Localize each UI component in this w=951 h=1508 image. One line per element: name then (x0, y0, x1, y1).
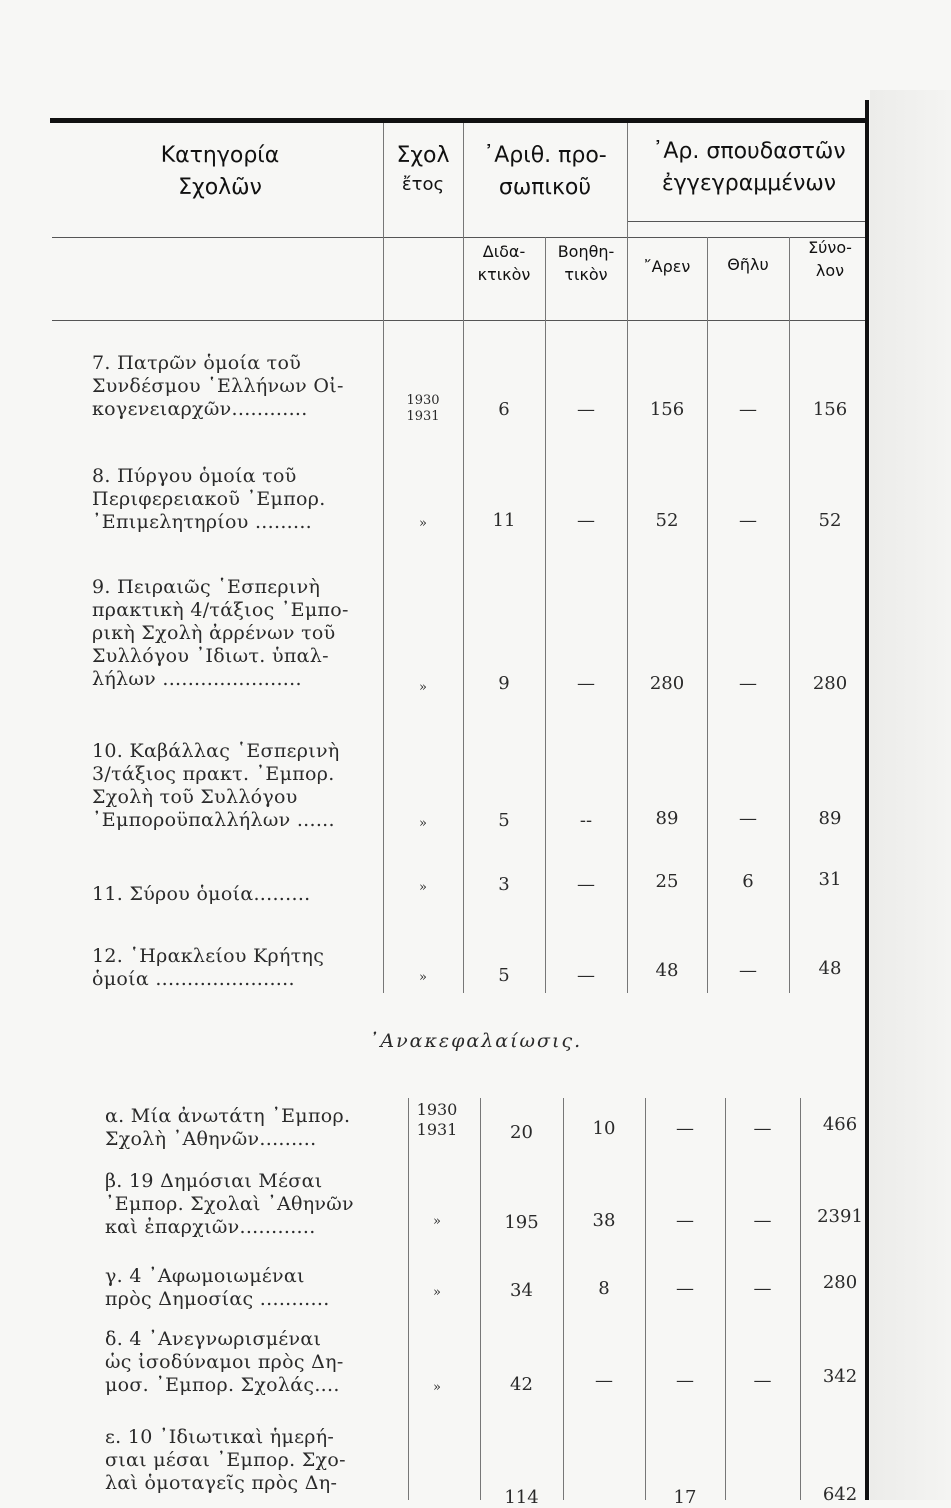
cell-teaching: 5 (498, 810, 510, 831)
cell-male: — (676, 1210, 694, 1231)
cell-teaching: 3 (498, 874, 510, 895)
row-year: » (419, 816, 427, 831)
cell-male: 48 (655, 960, 679, 981)
cell-female: — (739, 960, 757, 981)
row-label: γ. 4 ᾿Αφωμοιωμέναι πρὸς Δημοσίας ........... (105, 1265, 330, 1310)
cell-total: 2391 (817, 1206, 863, 1227)
cell-aux: — (577, 965, 595, 986)
cell-teaching: 42 (510, 1374, 533, 1395)
cell-male: — (676, 1370, 694, 1391)
cell-total: 156 (812, 399, 848, 420)
cell-aux: — (577, 874, 595, 895)
cell-total: 48 (818, 958, 842, 979)
row-year: » (419, 880, 427, 895)
row-year: 1930 1931 (416, 1100, 458, 1139)
column-divider (383, 123, 384, 993)
cell-teaching: 20 (510, 1122, 533, 1143)
cell-female: — (739, 808, 757, 829)
row-year: » (433, 1214, 441, 1229)
header-male: ῎Αρεν (643, 257, 691, 276)
cell-female: — (739, 673, 757, 694)
row-year: 1930 1931 (406, 393, 440, 424)
cell-teaching: 114 (504, 1487, 539, 1508)
cell-female: — (739, 510, 757, 531)
cell-total: 52 (818, 510, 842, 531)
cell-aux: — (595, 1370, 613, 1391)
students-subheader-rule (627, 221, 865, 222)
header-teaching: Διδα- κτικὸν (477, 242, 531, 285)
cell-aux: 38 (592, 1210, 616, 1231)
cell-male: — (676, 1278, 694, 1299)
cell-female: — (753, 1118, 772, 1139)
row-label: 12. ῾Ηρακλείου Κρήτης ὁμοία ...................... (92, 945, 325, 990)
row-year: » (433, 1380, 441, 1395)
cell-male: 25 (655, 871, 679, 892)
cell-teaching: 9 (498, 673, 510, 694)
column-divider (645, 1098, 646, 1500)
row-year: » (419, 680, 427, 695)
cell-teaching: 11 (492, 510, 516, 531)
cell-female: — (753, 1278, 772, 1299)
column-divider (408, 1098, 409, 1500)
cell-male: 89 (655, 808, 679, 829)
header-total: Σύνο- λον (808, 238, 852, 281)
subheader-rule (52, 320, 865, 321)
cell-total: 31 (818, 869, 842, 890)
cell-aux: 10 (592, 1118, 616, 1139)
header-rule (52, 237, 865, 238)
cell-teaching: 34 (510, 1280, 533, 1301)
cell-teaching: 5 (498, 965, 510, 986)
cell-female: — (739, 399, 757, 420)
row-label: 10. Καβάλλας ῾Εσπερινὴ 3/τάξιος πρακτ. ᾿Εμπορ. Σχολὴ τοῦ Συλλόγου ᾿Εμποροϋπαλλήλων ...... (92, 740, 340, 831)
row-year: » (419, 970, 427, 985)
cell-aux: -- (579, 810, 593, 831)
row-label: 9. Πειραιῶς ῾Εσπερινὴ πρακτικὴ 4/τάξιος ᾿Εμπο- ρικὴ Σχολὴ ἀρρένων τοῦ Συλλόγου ᾿Ιδιωτ. ὑπαλ- λήλων ...................... (92, 576, 349, 690)
cell-teaching: 6 (498, 399, 510, 420)
header-auxiliary: Βοηθη- τικὸν (557, 242, 615, 285)
row-label: ε. 10 ᾿Ιδιωτικαὶ ἡμερή- σιαι μέσαι ᾿Εμπορ. Σχο- λαὶ ὁμοταγεῖς πρὸς Δη- (105, 1426, 346, 1494)
cell-total: 466 (822, 1114, 858, 1135)
header-year: Σχολ ἔτος (396, 143, 450, 195)
cell-male: 52 (655, 510, 679, 531)
cell-aux: — (577, 399, 595, 420)
cell-aux: 8 (598, 1278, 610, 1299)
header-students: ᾿Αρ. σπουδαστῶν ἐγγεγραμμένων (652, 139, 846, 196)
row-label: β. 19 Δημόσιαι Μέσαι ᾿Εμπορ. Σχολαὶ ᾿Αθηνῶν καὶ ἐπαρχιῶν............ (105, 1170, 354, 1238)
cell-female: 6 (742, 871, 754, 892)
column-divider (627, 123, 628, 993)
cell-total: 89 (818, 808, 842, 829)
column-divider (725, 1098, 726, 1500)
row-label: α. Μία ἀνωτάτη ᾿Εμπορ. Σχολὴ ᾿Αθηνῶν......... (105, 1105, 351, 1150)
table-top-rule (50, 118, 868, 123)
column-divider (563, 1098, 564, 1500)
cell-total: 280 (822, 1272, 858, 1293)
cell-aux: — (577, 673, 595, 694)
cell-female: — (753, 1370, 772, 1391)
row-label: δ. 4 ᾿Ανεγνωρισμέναι ὡς ἰσοδύναμοι πρὸς Δη- μοσ. ᾿Εμπορ. Σχολάς.... (105, 1328, 344, 1396)
row-year: » (433, 1285, 441, 1300)
cell-male: 17 (673, 1487, 697, 1508)
row-label: 7. Πατρῶν ὁμοία τοῦ Συνδέσμου ῾Ελλήνων Οἰ- κογενειαρχῶν............ (92, 352, 344, 420)
header-female: Θῆλυ (727, 255, 769, 274)
cell-female: — (753, 1210, 772, 1231)
cell-male: 156 (649, 399, 685, 420)
adjacent-page-edge (870, 90, 951, 1500)
column-divider (800, 1098, 801, 1500)
row-label: 8. Πύργου ὁμοία τοῦ Περιφερειακοῦ ᾿Εμπορ. ᾿Επιμελητηρίου ......... (92, 465, 326, 533)
cell-total: 342 (822, 1366, 858, 1387)
summary-heading: ᾿Ανακεφαλαίωσις. (368, 1030, 583, 1052)
header-staff: ᾿Αριθ. προ- σωπικοῦ (483, 143, 607, 200)
cell-male: — (676, 1118, 694, 1139)
cell-male: 280 (649, 673, 685, 694)
row-label: 11. Σύρου ὁμοία......... (92, 883, 311, 905)
cell-total: 642 (822, 1484, 858, 1505)
cell-total: 280 (812, 673, 848, 694)
cell-teaching: 195 (504, 1212, 539, 1233)
header-category: Κατηγορία Σχολῶν (160, 143, 280, 200)
row-year: » (419, 516, 427, 531)
cell-aux: — (577, 510, 595, 531)
